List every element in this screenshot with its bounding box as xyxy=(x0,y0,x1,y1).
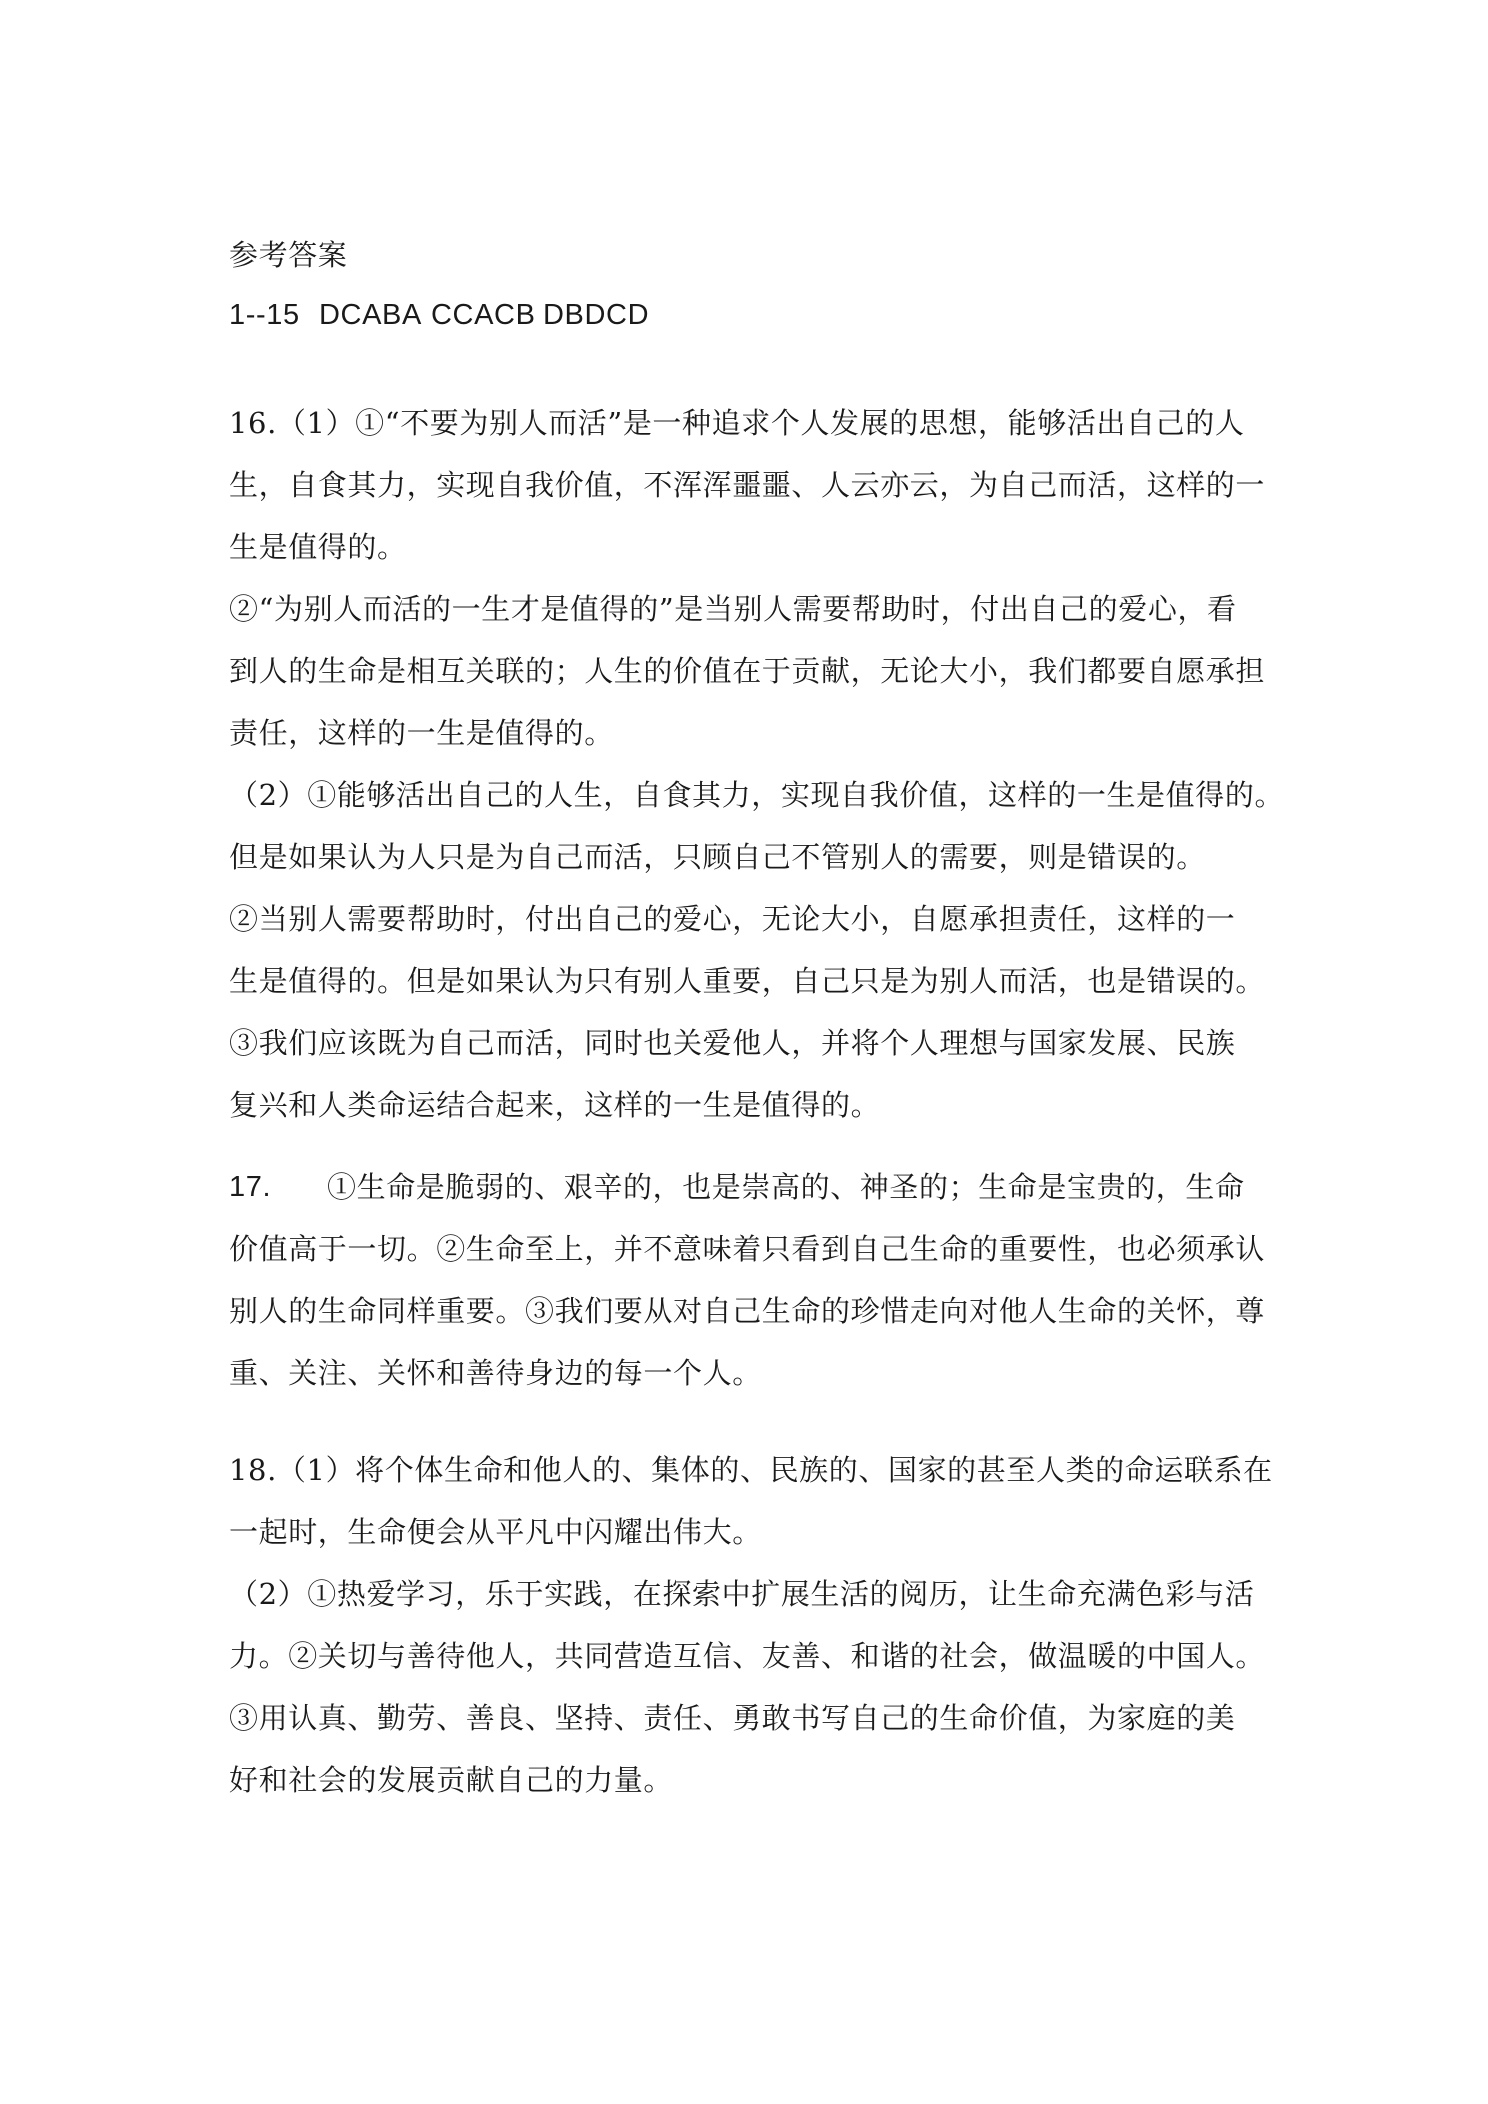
q16-line: 生是值得的。但是如果认为只有别人重要，自己只是为别人而活，也是错误的。 xyxy=(229,964,1266,998)
q16-line: ③我们应该既为自己而活，同时也关爱他人，并将个人理想与国家发展、民族 xyxy=(229,1026,1236,1060)
q18-line: ③用认真、勤劳、善良、坚持、责任、勇敢书写自己的生命价值，为家庭的美 xyxy=(229,1701,1236,1735)
q17-line: 重、关注、关怀和善待身边的每一个人。 xyxy=(229,1356,762,1390)
q18-line: 一起时，生命便会从平凡中闪耀出伟大。 xyxy=(229,1515,762,1549)
mc-group-2: CCACB xyxy=(431,299,536,331)
q16-line: 但是如果认为人只是为自己而活，只顾自己不管别人的需要，则是错误的。 xyxy=(229,840,1206,874)
q17-number: 17. xyxy=(229,1171,272,1203)
q16-line: ②当别人需要帮助时，付出自己的爱心，无论大小，自愿承担责任，这样的一 xyxy=(229,902,1236,936)
q18-line: 好和社会的发展贡献自己的力量。 xyxy=(229,1763,674,1797)
q16-line: 16.（1）①“不要为别人而活”是一种追求个人发展的思想，能够活出自己的人 xyxy=(229,406,1245,440)
q16-line: 生是值得的。 xyxy=(229,530,407,564)
mc-group-1: DCABA xyxy=(319,299,422,331)
q16-line: （2）①能够活出自己的人生，自食其力，实现自我价值，这样的一生是值得的。 xyxy=(229,778,1285,812)
page-title: 参考答案 xyxy=(229,238,348,272)
q18-line: 18.（1）将个体生命和他人的、集体的、民族的、国家的甚至人类的命运联系在 xyxy=(229,1453,1273,1487)
q16-line: 责任，这样的一生是值得的。 xyxy=(229,716,614,750)
q17-line: 价值高于一切。②生命至上，并不意味着只看到自己生命的重要性，也必须承认 xyxy=(229,1232,1266,1266)
mc-range: 1--15 xyxy=(229,299,300,331)
q18-line: 力。②关切与善待他人，共同营造互信、友善、和谐的社会，做温暖的中国人。 xyxy=(229,1639,1266,1673)
q18-line: （2）①热爱学习，乐于实践，在探索中扩展生活的阅历，让生命充满色彩与活 xyxy=(229,1577,1255,1611)
q16-line: 复兴和人类命运结合起来，这样的一生是值得的。 xyxy=(229,1088,881,1122)
q16-line: ②“为别人而活的一生才是值得的”是当别人需要帮助时，付出自己的爱心，看 xyxy=(229,592,1237,626)
q17-line: 别人的生命同样重要。③我们要从对自己生命的珍惜走向对他人生命的关怀，尊 xyxy=(229,1294,1266,1328)
q16-line: 到人的生命是相互关联的；人生的价值在于贡献，无论大小，我们都要自愿承担 xyxy=(229,654,1266,688)
q17-line: ①生命是脆弱的、艰辛的，也是崇高的、神圣的；生命是宝贵的，生命 xyxy=(327,1170,1245,1204)
multiple-choice-answers xyxy=(229,295,649,335)
mc-group-3: DBDCD xyxy=(543,299,650,331)
q16-line: 生，自食其力，实现自我价值，不浑浑噩噩、人云亦云，为自己而活，这样的一 xyxy=(229,468,1266,502)
